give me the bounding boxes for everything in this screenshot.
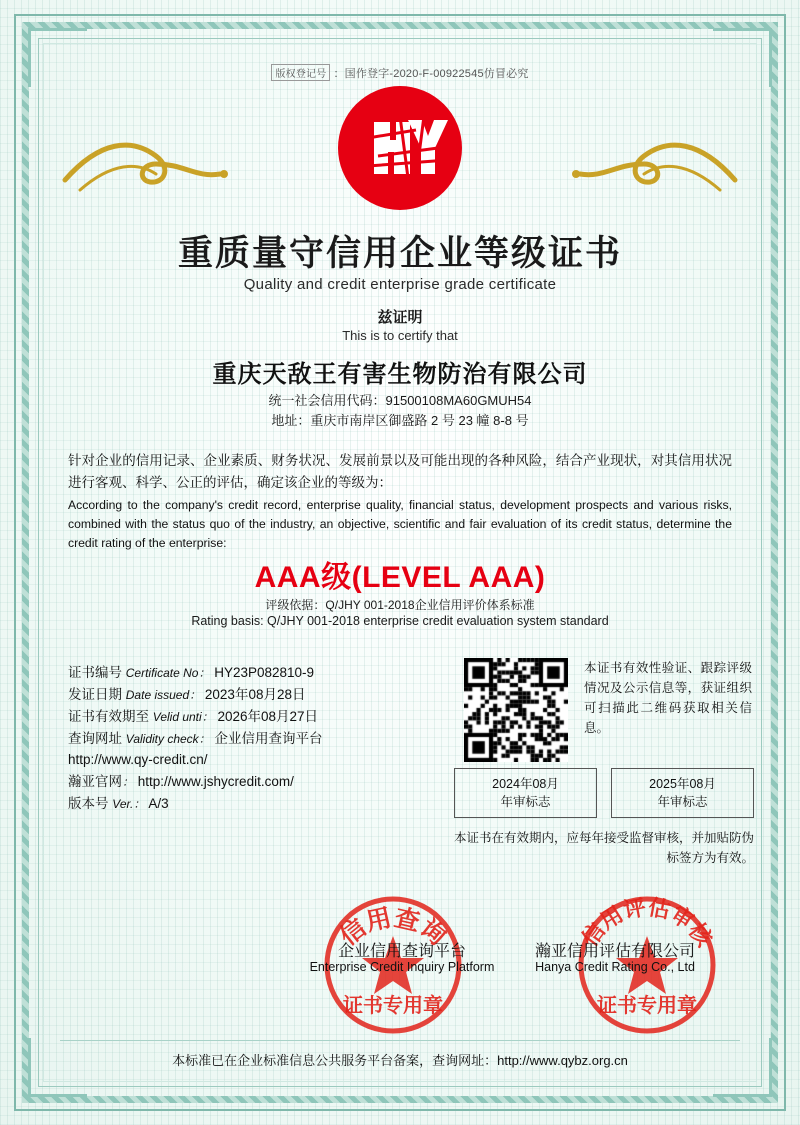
qr-code-icon[interactable]	[464, 658, 568, 762]
detail-value: HY23P082810-9	[214, 665, 315, 680]
company-name: 重庆天敌王有害生物防治有限公司	[212, 361, 588, 388]
detail-label-en: Ver.：	[112, 797, 146, 812]
rating-basis-en: Rating basis: Q/JHY 001-2018 enterprise credit evaluation system standard	[191, 614, 609, 628]
statement-en: According to the company's credit record, enterprise quality, financial status, development prospects and various risks, combined with the status quo of the industry, an objective, scientific and fair evaluation of its credit status, determine the credit rating of the enterprise:	[68, 497, 732, 550]
detail-value: 2026年08月27日	[217, 708, 319, 724]
annual-review-year: 2024年08月	[492, 776, 559, 791]
credit-code-label: 统一社会信用代码：	[268, 393, 386, 408]
detail-label-cn: 证书编号	[68, 665, 122, 680]
certify-label-en: This is to certify that	[342, 328, 458, 343]
detail-label-en: Certificate No：	[125, 666, 211, 680]
annual-review-year: 2025年08月	[649, 776, 716, 791]
address-value: 重庆市南岸区御盛路 2 号 23 幢 8-8 号	[310, 413, 529, 428]
rating-basis-cn: 评级依据：Q/JHY 001-2018企业信用评价体系标准	[265, 598, 535, 612]
detail-row	[68, 793, 438, 815]
credit-code-value: 91500108MA60GMUH54	[385, 393, 532, 408]
qr-note: 本证书有效性验证、跟踪评级情况及公示信息等，获证组织可扫描此二维码获取相关信息。	[584, 661, 752, 735]
detail-label-en: ：	[122, 775, 135, 790]
detail-value: A/3	[148, 796, 169, 812]
detail-row[interactable]	[68, 771, 438, 793]
address-label: 地址：	[271, 413, 311, 428]
detail-row	[68, 706, 438, 728]
official-site-url[interactable]: http://www.jshycredit.com/	[137, 774, 294, 790]
logo-area	[50, 86, 750, 216]
detail-label-en: Velid unti：	[152, 709, 214, 724]
footer-divider	[60, 1040, 740, 1041]
statement-paragraph	[68, 450, 732, 552]
detail-label-cn: 瀚亚官网	[68, 774, 122, 790]
copyright-label: 版权登记号	[271, 64, 330, 81]
page-title-en: Quality and credit enterprise grade certificate	[243, 276, 557, 293]
svg-text:证书专用章: 证书专用章	[343, 995, 443, 1017]
certify-label-cn: 兹证明	[377, 309, 423, 326]
certificate-content	[50, 50, 755, 1075]
detail-value: 2023年08月28日	[204, 686, 306, 702]
issuer-right-cn: 瀚亚信用评估有限公司	[534, 943, 695, 960]
detail-row	[68, 728, 438, 750]
detail-label-en: Validity check：	[125, 731, 211, 746]
svg-text:证书专用章: 证书专用章	[597, 995, 697, 1017]
svg-text:信用查询: 信用查询	[334, 903, 452, 952]
issuer-left-cn: 企业信用查询平台	[337, 943, 466, 960]
query-url[interactable]: http://www.qy-credit.cn/	[68, 752, 208, 768]
annual-review-label: 年审标志	[500, 795, 551, 809]
svg-text:信用评估审核: 信用评估审核	[576, 894, 718, 951]
copyright-registration-note	[50, 64, 750, 81]
detail-label-cn: 版本号	[68, 796, 109, 812]
annual-review-marks	[454, 768, 754, 818]
detail-label-cn: 查询网址	[68, 730, 122, 746]
annual-review-box	[611, 768, 754, 818]
credit-level: AAA级(LEVEL AAA)	[254, 561, 546, 594]
issuer-right-en: Hanya Credit Rating Co., Ltd	[535, 960, 695, 974]
credit-code-line	[50, 390, 750, 409]
detail-label-cn: 证书有效期至	[68, 708, 149, 724]
statement-cn: 针对企业的信用记录、企业素质、财务状况、发展前景以及可能出现的各种风险，结合产业现状，对其信用状况进行客观、科学、公正的评估，确定该企业的等级为：	[68, 453, 732, 490]
hy-logo-icon	[338, 86, 462, 210]
detail-row	[68, 662, 438, 684]
address-line	[50, 410, 750, 429]
annual-review-note: 本证书在有效期内，应每年接受监督审核，并加贴防伪标签方为有效。	[454, 831, 755, 865]
detail-row[interactable]	[68, 749, 438, 771]
flourish-left-icon	[60, 134, 270, 204]
page-title: 重质量守信用企业等级证书	[177, 234, 622, 273]
detail-row	[68, 684, 438, 706]
certificate-details	[68, 662, 438, 815]
detail-label-cn: 发证日期	[68, 686, 122, 702]
copyright-text: ：国作登字-2020-F-00922545仿冒必究	[333, 68, 529, 80]
annual-review-box	[454, 768, 597, 818]
footer-note: 本标准已在企业标准信息公共服务平台备案，查询网址：http://www.qybz.org.cn	[172, 1053, 628, 1068]
detail-value: 企业信用查询平台	[214, 730, 323, 746]
issuer-left-en: Enterprise Credit Inquiry Platform	[309, 960, 495, 974]
flourish-right-icon	[530, 134, 740, 204]
detail-label-en: Date issued：	[125, 687, 202, 702]
annual-review-label: 年审标志	[657, 795, 708, 809]
